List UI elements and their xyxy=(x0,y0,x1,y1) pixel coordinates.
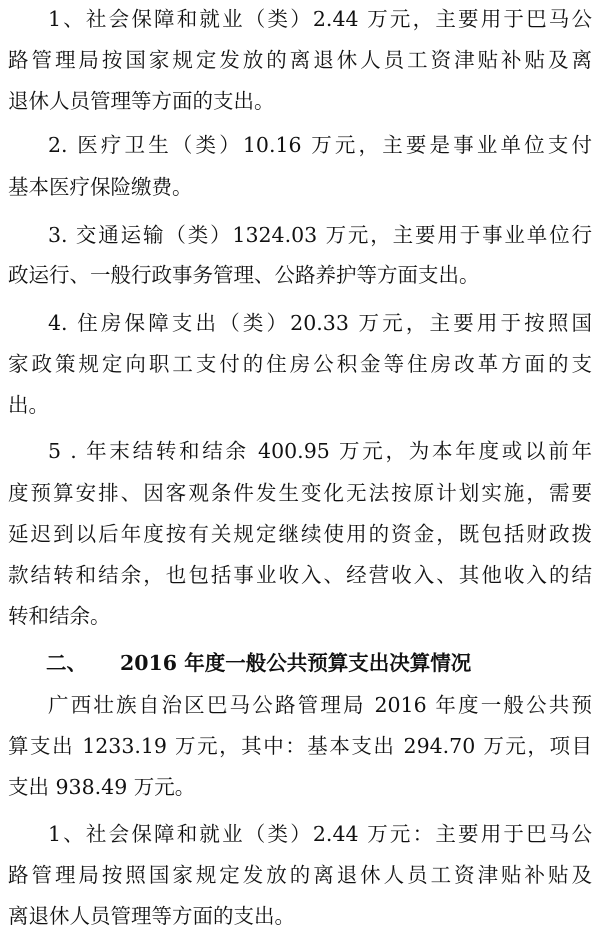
paragraph-7-line-3: 离退休人员管理等方面的支出。 xyxy=(8,904,295,928)
paragraph-5-line-2: 度预算安排、因客观条件发生变化无法按原计划实施，需要 xyxy=(8,481,592,505)
paragraph-6-line-1: 广西壮族自治区巴马公路管理局 2016 年度一般公共预 xyxy=(48,693,592,717)
section-heading-text: 2016 年度一般公共预算支出决算情况 xyxy=(120,651,472,675)
paragraph-2-line-2: 基本医疗保险缴费。 xyxy=(8,175,193,199)
paragraph-5-line-4: 款结转和结余，也包括事业收入、经营收入、其他收入的结 xyxy=(8,563,592,587)
paragraph-5-line-5: 转和结余。 xyxy=(8,604,111,628)
paragraph-1-line-1: 1、社会保障和就业（类）2.44 万元，主要用于巴马公 xyxy=(48,7,592,31)
paragraph-1-line-3: 退休人员管理等方面的支出。 xyxy=(8,89,275,113)
paragraph-5-line-3: 延迟到以后年度按有关规定继续使用的资金，既包括财政拨 xyxy=(8,522,592,546)
paragraph-2-line-1: 2. 医疗卫生（类）10.16 万元，主要是事业单位支付 xyxy=(48,133,592,157)
paragraph-7-line-2: 路管理局按照国家规定发放的离退休人员工资津贴补贴及 xyxy=(8,863,592,887)
paragraph-4-line-2: 家政策规定向职工支付的住房公积金等住房改革方面的支 xyxy=(8,352,592,376)
paragraph-6-line-2: 算支出 1233.19 万元，其中：基本支出 294.70 万元，项目 xyxy=(8,734,592,758)
paragraph-4-line-3: 出。 xyxy=(8,393,49,417)
paragraph-7-line-1: 1、社会保障和就业（类）2.44 万元：主要用于巴马公 xyxy=(48,822,592,846)
section-heading-number: 二、 xyxy=(46,651,87,675)
paragraph-3-line-1: 3. 交通运输（类）1324.03 万元，主要用于事业单位行 xyxy=(48,223,592,247)
paragraph-4-line-1: 4. 住房保障支出（类）20.33 万元，主要用于按照国 xyxy=(48,311,592,335)
paragraph-6-line-3: 支出 938.49 万元。 xyxy=(8,775,196,799)
paragraph-3-line-2: 政运行、一般行政事务管理、公路养护等方面支出。 xyxy=(8,263,480,287)
paragraph-5-line-1: 5 . 年末结转和结余 400.95 万元，为本年度或以前年 xyxy=(48,439,592,463)
section-heading xyxy=(46,650,592,676)
paragraph-1-line-2: 路管理局按国家规定发放的离退休人员工资津贴补贴及离 xyxy=(8,48,592,72)
